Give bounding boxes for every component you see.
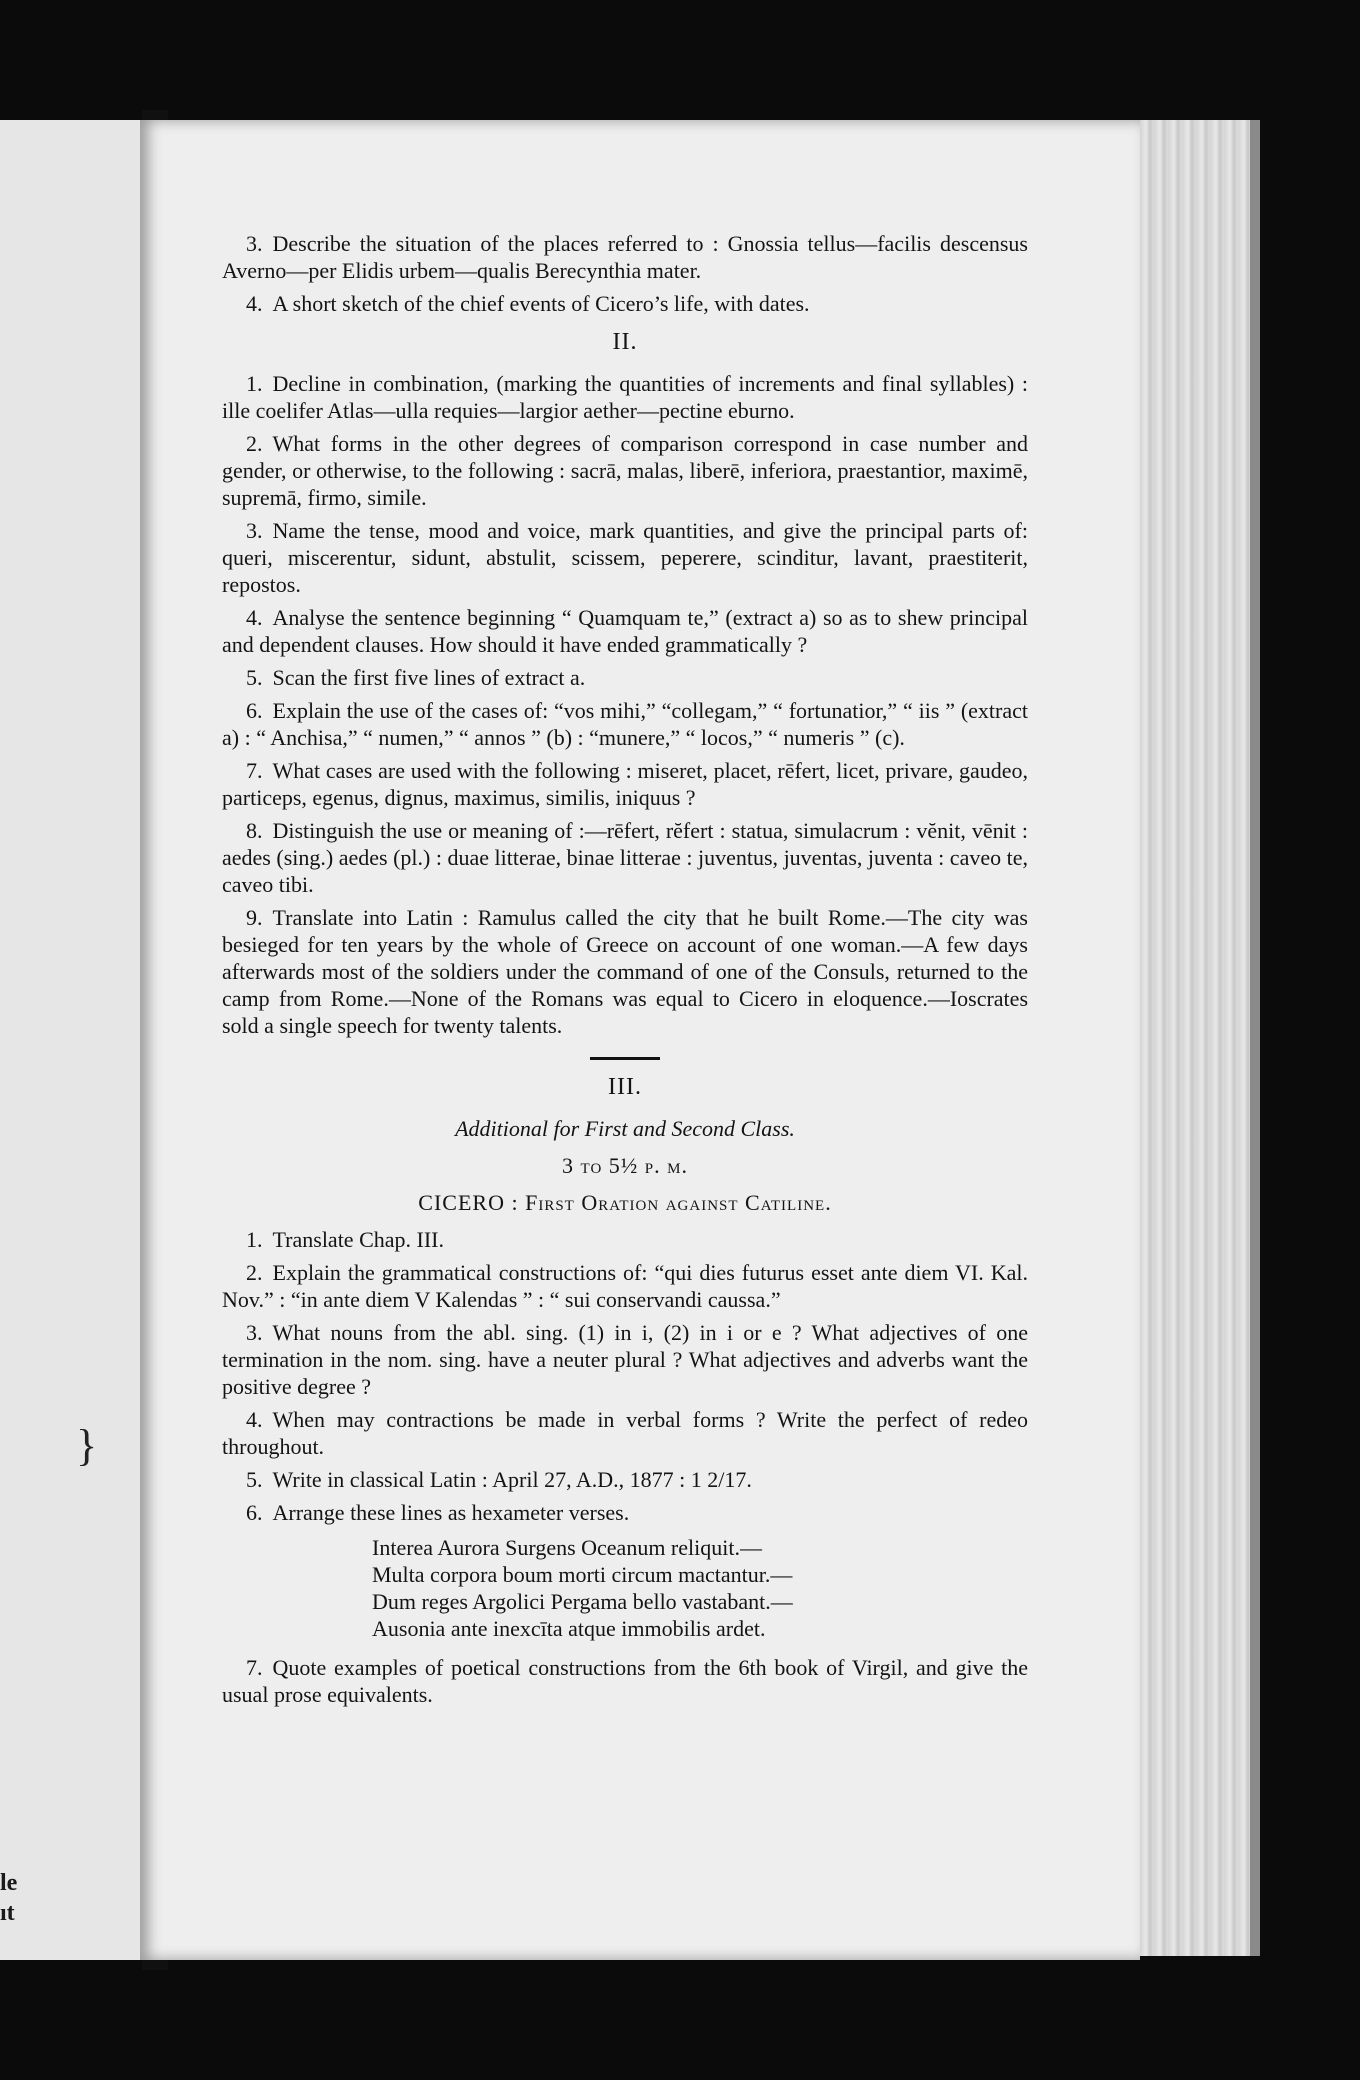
verse-line: Multa corpora boum morti circum mactantur.— bbox=[372, 1562, 793, 1587]
question-ii-8: 8. Distinguish the use or meaning of :—rēfert, rĕfert : statua, simulacrum : vĕnit, vēnit : aedes (sing.) aedes (pl.) : duae litterae, binae litterae : juventus, juventas, juventa : caveo te, caveo tibi. bbox=[222, 818, 1028, 897]
hexameter-lines bbox=[372, 1534, 1028, 1642]
exam-time: 3 to 5½ p. m. bbox=[562, 1153, 688, 1178]
verse-line: Dum reges Argolici Pergama bello vastabant.— bbox=[372, 1589, 793, 1614]
question-iii-3: 3. What nouns from the abl. sing. (1) in i, (2) in i or e ? What adjectives of one termination in the nom. sing. have a neuter plural ? What adjectives and adverbs want the positive degree ? bbox=[222, 1320, 1028, 1399]
question-iii-1: 1. Translate Chap. III. bbox=[246, 1227, 444, 1252]
left-page bbox=[0, 120, 142, 1960]
verse-line: Interea Aurora Surgens Oceanum reliquit.— bbox=[372, 1535, 762, 1560]
question-ii-1: 1. Decline in combination, (marking the quantities of increments and final syllables) : ille coelifer Atlas—ulla requies—largior aether—pectine eburno. bbox=[222, 371, 1028, 423]
section-subtitle: Additional for First and Second Class. bbox=[455, 1116, 795, 1141]
question-iii-4: 4. When may contractions be made in verbal forms ? Write the perfect of redeo throughout. bbox=[222, 1407, 1028, 1459]
question-ii-9: 9. Translate into Latin : Ramulus called the city that he built Rome.—The city was besieged for ten years by the whole of Greece on account of one woman.—A few days afterwards most of the soldiers under the command of one of the Consuls, returned to the camp from Rome.—None of the Romans was equal to Cicero in eloquence.—Ioscrates sold a single speech for twenty talents. bbox=[222, 905, 1028, 1038]
question-iii-7: 7. Quote examples of poetical constructions from the 6th book of Virgil, and give the usual prose equivalents. bbox=[222, 1655, 1028, 1707]
exam-content bbox=[222, 230, 1028, 1714]
verse-line: Ausonia ante inexcīta atque immobilis ardet. bbox=[372, 1616, 766, 1641]
question-3: 3. Describe the situation of the places referred to : Gnossia tellus—facilis descensus Averno—per Elidis urbem—qualis Berecynthia mater. bbox=[222, 231, 1028, 283]
question-ii-5: 5. Scan the first five lines of extract a. bbox=[246, 665, 586, 690]
question-iii-5: 5. Write in classical Latin : April 27, A.D., 1877 : 1 2/17. bbox=[246, 1467, 752, 1492]
question-ii-4: 4. Analyse the sentence beginning “ Quamquam te,” (extract a) so as to shew principal and dependent clauses. How should it have ended grammatically ? bbox=[222, 605, 1028, 657]
section-heading-ii: II. bbox=[612, 329, 638, 355]
left-margin-fragment: le ıt bbox=[0, 1870, 18, 1926]
page-edges bbox=[1140, 120, 1254, 1956]
question-ii-7: 7. What cases are used with the following : miseret, placet, rēfert, licet, privare, gaudeo, particeps, egenus, dignus, maximus, similis, iniquus ? bbox=[222, 758, 1028, 810]
question-iii-2: 2. Explain the grammatical constructions of: “qui dies futurus esset ante diem VI. Kal. Nov.” : “in ante diem V Kalendas ” : “ sui conservandi caussa.” bbox=[222, 1260, 1028, 1312]
question-ii-2: 2. What forms in the other degrees of comparison correspond in case number and gender, or otherwise, to the following : sacrā, malas, liberē, inferiora, praestantior, maximē, supremā, firmo, simile. bbox=[222, 431, 1028, 510]
question-4: 4. A short sketch of the chief events of Cicero’s life, with dates. bbox=[246, 291, 810, 316]
section-divider bbox=[590, 1057, 660, 1060]
question-iii-6: 6. Arrange these lines as hexameter verses. bbox=[246, 1500, 630, 1525]
text-title: CICERO : First Oration against Catiline. bbox=[418, 1190, 832, 1215]
brace-mark: } bbox=[76, 1421, 98, 1470]
page-edges-shadow bbox=[1250, 120, 1260, 1956]
question-ii-6: 6. Explain the use of the cases of: “vos mihi,” “collegam,” “ fortunatior,” “ iis ” (extract a) : “ Anchisa,” “ numen,” “ annos ” (b) : “munere,” “ locos,” “ numeris ” (c). bbox=[222, 698, 1028, 750]
question-ii-3: 3. Name the tense, mood and voice, mark quantities, and give the principal parts of: queri, miscerentur, sidunt, abstulit, scissem, peperere, scinditur, lavant, praestiterit, repostos. bbox=[222, 518, 1028, 597]
section-heading-iii: III. bbox=[608, 1074, 642, 1100]
